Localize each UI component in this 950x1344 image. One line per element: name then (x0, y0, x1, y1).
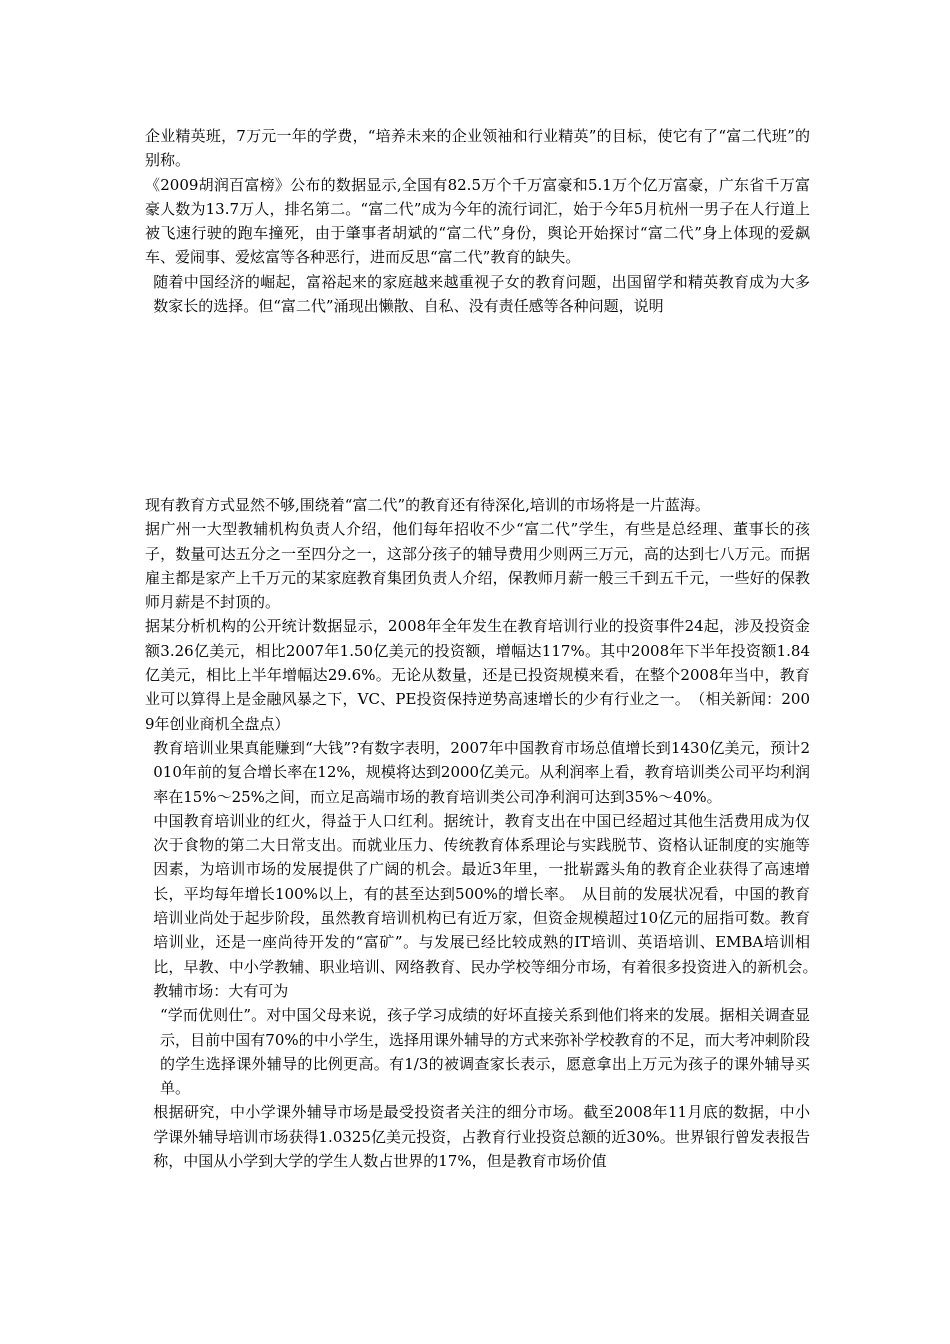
text-block-top (145, 124, 810, 318)
paragraph: 企业精英班，7万元一年的学费，“培养未来的企业领袖和行业精英”的目标，使它有了“富二代班”的别称。 (145, 127, 810, 170)
text-block-bottom (145, 493, 826, 1173)
paragraph: 据某分析机构的公开统计数据显示，2008年全年发生在教育培训行业的投资事件24起，涉及投资金额3.26亿美元，相比2007年1.50亿美元的投资额，增幅达117%。其中2008年下半年投资额1.84亿美元，相比上半年增幅达29.6%。无论从数量，还是已投资规模来看，在整个2008年当中，教育业可以算得上是金融风暴之下，VC、PE投资保持逆势高速增长的少有行业之一。 （相关新闻：2009年创业商机全盘点） (145, 617, 810, 733)
paragraph: 教育培训业果真能赚到“大钱”?有数字表明，2007年中国教育市场总值增长到1430亿美元，预计2010年前的复合增长率在12%，规模将达到2000亿美元。从利润率上看，教育培训类公司平均利润率在15%～25%之间，而立足高端市场的教育培训类公司净利润可达到35%～40%。 (153, 738, 810, 806)
paragraph: 《2009胡润百富榜》公布的数据显示,全国有82.5万个千万富豪和5.1万个亿万富豪，广东省千万富豪人数为13.7万人，排名第二。“富二代”成为今年的流行词汇，始于今年5月杭州一男子在人行道上被飞速行驶的跑车撞死，由于肇事者胡斌的“富二代”身份，舆论开始探讨“富二代”身上体现的爱飙车、爱闹事、爱炫富等各种恶行，进而反思“富二代”教育的缺失。 (145, 175, 810, 267)
paragraph: 据广州一大型教辅机构负责人介绍，他们每年招收不少“富二代”学生，有些是总经理、董事长的孩子，数量可达五分之一至四分之一，这部分孩子的辅导费用少则两三万元，高的达到七八万元。而据雇主都是家产上千万元的某家庭教育集团负责人介绍，保教师月薪一般三千到五千元，一些好的保教师月薪是不封顶的。 (145, 520, 810, 612)
paragraph: 现有教育方式显然不够,围绕着“富二代”的教育还有待深化,培训的市场将是一片蓝海。 (145, 496, 710, 514)
paragraph: “学而优则仕”。对中国父母来说，孩子学习成绩的好坏直接关系到他们将来的发展。据相关调查显示，目前中国有70%的中小学生，选择用课外辅导的方式来弥补学校教育的不足，而大考冲刺阶段的学生选择课外辅导的比例更高。有1/3的被调查家长表示，愿意拿出上万元为孩子的课外辅导买单。 (160, 1006, 810, 1098)
paragraph: 根据研究，中小学课外辅导市场是最受投资者关注的细分市场。截至2008年11月底的数据，中小学课外辅导培训市场获得1.0325亿美元投资，占教育行业投资总额的近30%。世界银行曾发表报告称，中国从小学到大学的学生人数占世界的17%，但是教育市场价值 (153, 1103, 810, 1171)
paragraph: 随着中国经济的崛起，富裕起来的家庭越来越重视子女的教育问题，出国留学和精英教育成为大多数家长的选择。但“富二代”涌现出懒散、自私、没有责任感等各种问题，说明 (153, 272, 810, 316)
paragraph: 中国教育培训业的红火，得益于人口红利。据统计，教育支出在中国已经超过其他生活费用成为仅次于食物的第二大日常支出。而就业压力、传统教育体系理论与实践脱节、资格认证制度的实施等因素，为培训市场的发展提供了广阔的机会。最近3年里，一批崭露头角的教育企业获得了高速增长，平均每年增长100%以上，有的甚至达到500%的增长率。 从目前的发展状况看，中国的教育培训业尚处于起步阶段，虽然教育培训机构已有近万家，但资金规模超过10亿元的屈指可数。教育培训业，还是一座尚待开发的“富矿”。与发展已经比较成熟的IT培训、英语培训、EMBA培训相比，早教、中小学教辅、职业培训、网络教育、民办学校等细分市场，有着很多投资进入的新机会。 教辅市场：大有可为 (153, 811, 826, 1000)
